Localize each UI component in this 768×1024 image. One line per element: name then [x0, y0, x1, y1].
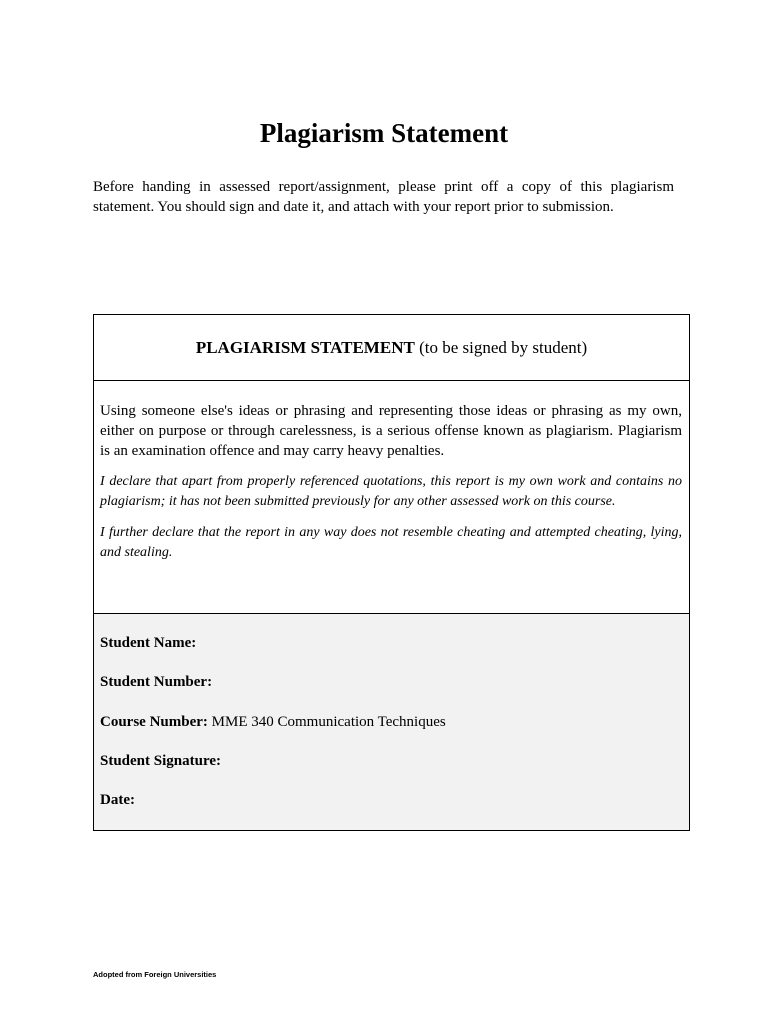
statement-header-title: PLAGIARISM STATEMENT: [195, 338, 415, 357]
field-row-course-number: [100, 712, 682, 751]
field-row-student-number: [100, 672, 682, 711]
plagiarism-definition-paragraph: Using someone else's ideas or phrasing and representing those ideas or phrasing as my own, either on purpose or through carelessness, is a serious offense known as plagiarism. Plagiarism is an examination offence and may carry heavy penalties.: [100, 403, 682, 459]
course-number-value: MME 340 Communication Techniques: [211, 713, 446, 730]
footer-source-note: Adopted from Foreign Universities: [93, 970, 217, 979]
declaration-paragraph-2: I further declare that the report in any way does not resemble cheating and attempted cheating, lying, and stealing.: [100, 525, 682, 560]
intro-paragraph: Before handing in assessed report/assignment, please print off a copy of this plagiarism statement. You should sign and date it, and attach with your report prior to submission.: [93, 179, 674, 215]
page-title: Plagiarism Statement: [259, 118, 509, 148]
statement-box: [93, 314, 690, 831]
field-row-student-name: [100, 633, 682, 672]
date-label: Date:: [100, 792, 135, 809]
student-number-label: Student Number:: [100, 674, 213, 691]
student-name-label: Student Name:: [100, 635, 197, 651]
statement-box-header: [94, 315, 689, 381]
declaration-paragraph-1: I declare that apart from properly referenced quotations, this report is my own work and contains no plagiarism; it has not been submitted previously for any other assessed work on this course.: [100, 474, 682, 509]
course-number-label: Course Number:: [100, 713, 208, 730]
student-signature-label: Student Signature:: [100, 752, 221, 769]
field-row-date: [100, 790, 682, 829]
student-details-section: [94, 614, 689, 830]
field-row-student-signature: [100, 751, 682, 790]
statement-header-subtitle: (to be signed by student): [419, 338, 588, 357]
statement-box-body: [94, 381, 689, 614]
